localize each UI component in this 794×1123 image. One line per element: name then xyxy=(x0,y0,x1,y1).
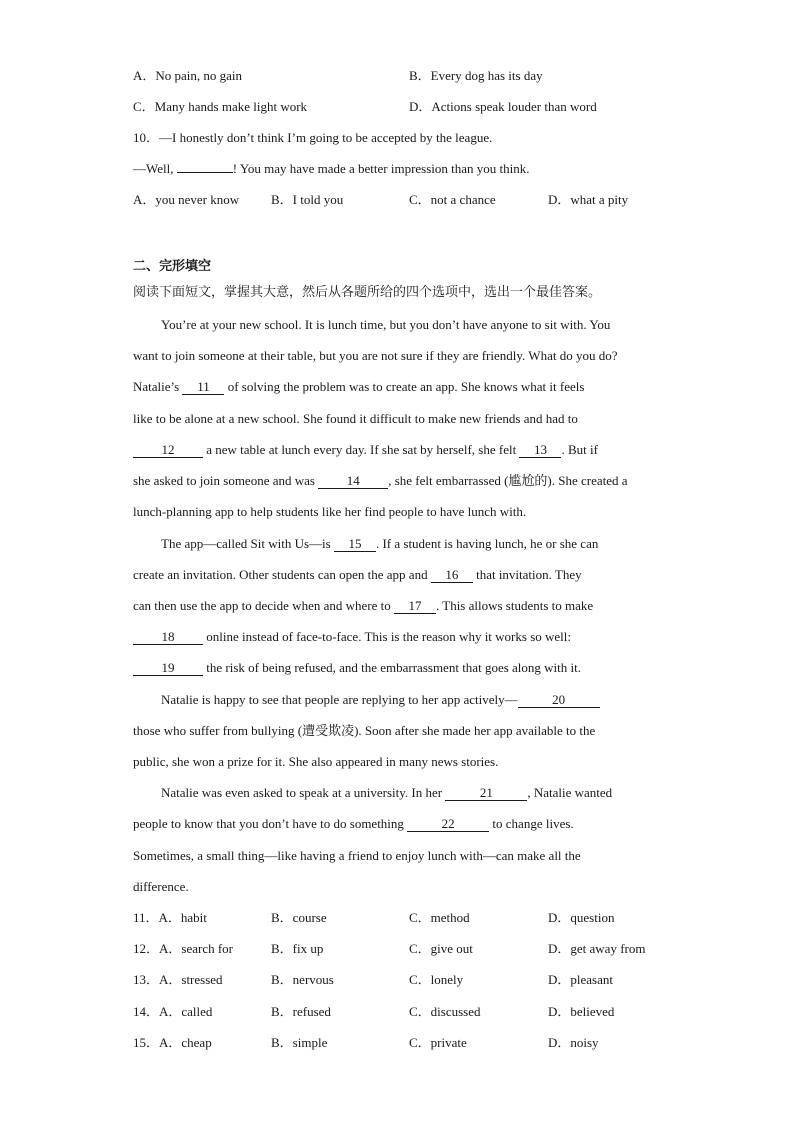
passage-line xyxy=(133,815,574,833)
passage-line xyxy=(133,628,571,646)
blank-22: 22 xyxy=(407,816,489,832)
q15-option-c: C．private xyxy=(409,1035,467,1050)
q10-reply-post: ! You may have made a better impression than you think. xyxy=(232,161,530,176)
section-instruction: 阅读下面短文，掌握其大意，然后从各题所给的四个选项中，选出一个最佳答案。 xyxy=(133,285,602,300)
q14-option-d: D．believed xyxy=(548,1004,615,1019)
passage-line xyxy=(133,597,593,615)
q14-option-c: C．discussed xyxy=(409,1004,481,1019)
passage-line: Sometimes, a small thing—like having a friend to enjoy lunch with—can make all the xyxy=(133,848,581,863)
text: a new table at lunch every day. If she sat by herself, she felt xyxy=(203,442,520,457)
q11-option-d: D．question xyxy=(548,910,615,925)
q9-option-d: D．Actions speak louder than word xyxy=(409,99,597,114)
blank-13: 13 xyxy=(519,442,561,458)
passage-line: public, she won a prize for it. She also appeared in many news stories. xyxy=(133,754,499,769)
text: people to know that you don’t have to do something xyxy=(133,816,408,831)
passage-line: like to be alone at a new school. She found it difficult to make new friends and had to xyxy=(133,411,578,426)
blank-12: 12 xyxy=(133,442,203,458)
q12-option-a: 12．A．search for xyxy=(133,941,233,956)
passage-line: those who suffer from bullying (遭受欺凌). Soon after she made her app available to the xyxy=(133,723,596,738)
text: she asked to join someone and was xyxy=(133,473,319,488)
text: can then use the app to decide when and where to xyxy=(133,598,394,613)
blank-21: 21 xyxy=(445,785,527,801)
text: . If a student is having lunch, he or she can xyxy=(375,536,599,551)
q14-option-b: B．refused xyxy=(271,1004,331,1019)
q11-option-b: B．course xyxy=(271,910,327,925)
passage-line: want to join someone at their table, but you are not sure if they are friendly. What do you do? xyxy=(133,348,618,363)
text: of solving the problem was to create an app. She knows what it feels xyxy=(224,379,585,394)
text: The app—called Sit with Us—is xyxy=(161,536,334,551)
text: , Natalie wanted xyxy=(527,785,613,800)
text: the risk of being refused, and the embarrassment that goes along with it. xyxy=(203,660,581,675)
text: Natalie’s xyxy=(133,379,183,394)
text: , she felt embarrassed (尴尬的). She created a xyxy=(388,473,628,488)
q12-option-d: D．get away from xyxy=(548,941,646,956)
q15-option-a: 15．A．cheap xyxy=(133,1035,212,1050)
text: . But if xyxy=(561,442,598,457)
text: that invitation. They xyxy=(472,567,582,582)
q12-option-c: C．give out xyxy=(409,941,473,956)
q11-option-c: C．method xyxy=(409,910,470,925)
passage-line xyxy=(133,441,598,459)
q15-option-b: B．simple xyxy=(271,1035,328,1050)
q12-option-b: B．fix up xyxy=(271,941,324,956)
blank-11: 11 xyxy=(182,379,224,395)
q10-option-d: D．what a pity xyxy=(548,192,629,207)
q13-option-d: D．pleasant xyxy=(548,972,613,987)
q10-stem: 10．—I honestly don’t think I’m going to be accepted by the league. xyxy=(133,130,493,145)
q15-option-d: D．noisy xyxy=(548,1035,599,1050)
passage-line xyxy=(133,659,581,677)
blank-20: 20 xyxy=(518,692,600,708)
section-title: 二、完形填空 xyxy=(133,259,212,274)
passage-line: difference. xyxy=(133,879,189,894)
q11-option-a: 11．A．habit xyxy=(133,910,207,925)
passage-line xyxy=(133,378,584,396)
q9-option-b: B．Every dog has its day xyxy=(409,68,543,83)
q10-option-b: B．I told you xyxy=(271,192,344,207)
text: to change lives. xyxy=(489,816,574,831)
text: Natalie was even asked to speak at a university. In her xyxy=(161,785,446,800)
passage-line: lunch-planning app to help students like her find people to have lunch with. xyxy=(133,504,527,519)
text: . This allows students to make xyxy=(435,598,594,613)
passage-line xyxy=(161,691,600,709)
blank-15: 15 xyxy=(334,536,376,552)
passage-line xyxy=(133,472,628,490)
q10-blank xyxy=(177,172,233,173)
blank-14: 14 xyxy=(318,473,388,489)
passage-line xyxy=(161,535,598,553)
text: create an invitation. Other students can open the app and xyxy=(133,567,431,582)
q13-option-c: C．lonely xyxy=(409,972,464,987)
q9-option-a: A．No pain, no gain xyxy=(133,68,243,83)
q10-reply xyxy=(133,160,530,178)
blank-17: 17 xyxy=(394,598,436,614)
text: Natalie is happy to see that people are replying to her app actively— xyxy=(161,692,518,707)
text: online instead of face-to-face. This is the reason why it works so well: xyxy=(203,629,571,644)
q10-option-a: A．you never know xyxy=(133,192,240,207)
q14-option-a: 14．A．called xyxy=(133,1004,213,1019)
passage-line xyxy=(133,566,582,584)
q10-option-c: C．not a chance xyxy=(409,192,496,207)
passage-line: You’re at your new school. It is lunch time, but you don’t have anyone to sit with. You xyxy=(161,317,611,332)
q13-option-a: 13．A．stressed xyxy=(133,972,223,987)
passage-line xyxy=(161,784,612,802)
blank-18: 18 xyxy=(133,629,203,645)
q13-option-b: B．nervous xyxy=(271,972,334,987)
blank-19: 19 xyxy=(133,660,203,676)
blank-16: 16 xyxy=(431,567,473,583)
q9-option-c: C．Many hands make light work xyxy=(133,99,308,114)
q10-reply-pre: —Well, xyxy=(133,161,177,176)
